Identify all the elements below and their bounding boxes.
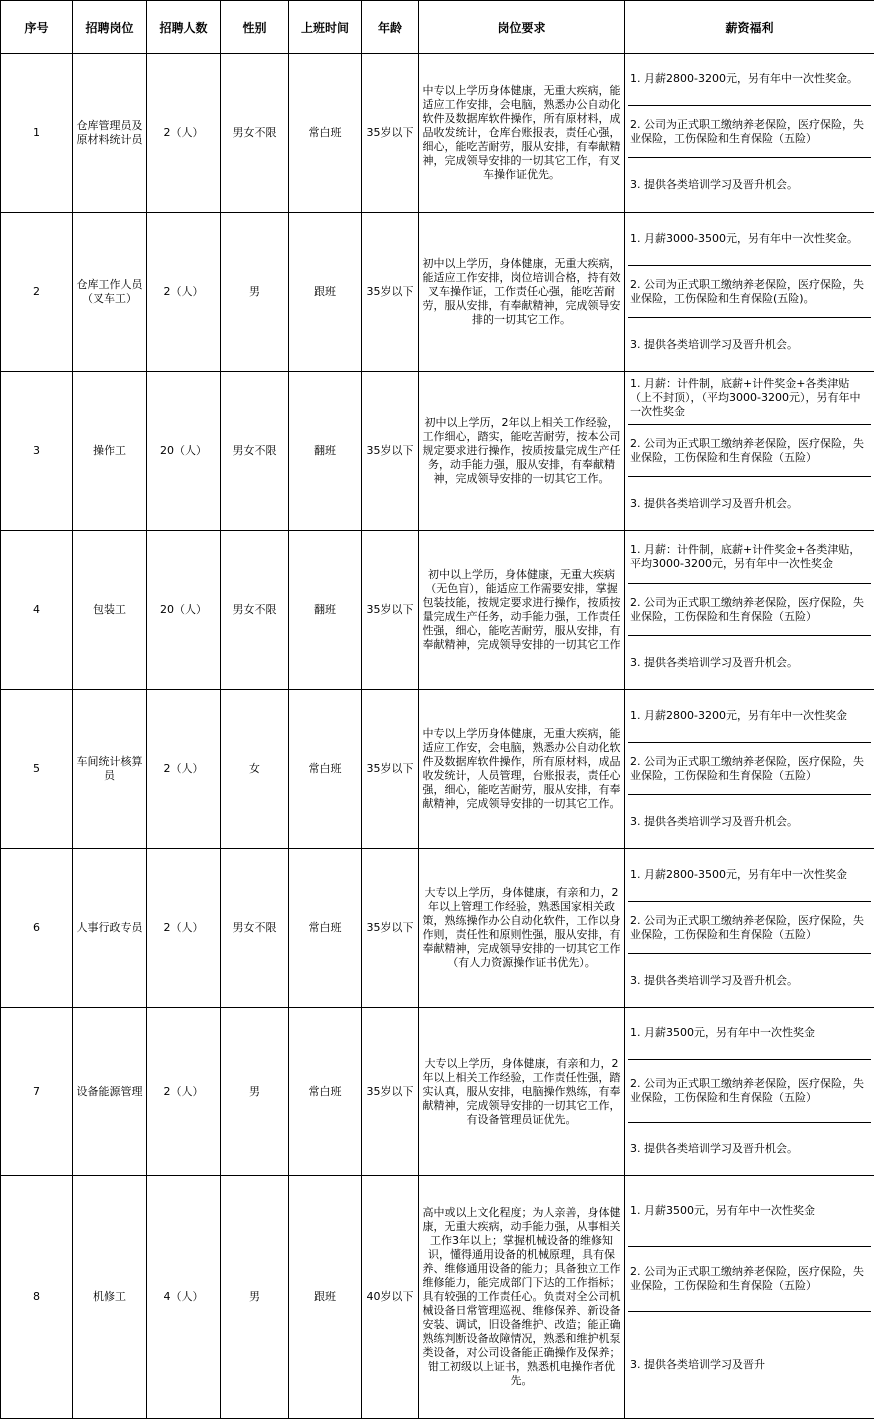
header-no: 序号	[1, 1, 73, 54]
cell-benefits	[625, 372, 874, 531]
benefit-text: 1. 月薪2800-3200元，另有年中一次性奖金	[630, 708, 847, 722]
benefit-item	[628, 266, 871, 319]
benefit-text: 3. 提供各类培训学习及晋升机会。	[630, 496, 798, 510]
cell-gender: 女	[221, 690, 289, 849]
benefit-text: 2. 公司为正式职工缴纳养老保险，医疗保险，失业保险，工伤保险和生育保险（五险）	[630, 436, 864, 464]
benefit-text: 1. 月薪3500元，另有年中一次性奖金	[630, 1203, 815, 1217]
cell-age: 35岁以下	[362, 849, 419, 1008]
benefit-text: 2. 公司为正式职工缴纳养老保险，医疗保险，失业保险，工伤保险和生育保险（五险）	[630, 913, 864, 941]
cell-shift: 常白班	[289, 54, 362, 213]
cell-gender: 男女不限	[221, 372, 289, 531]
cell-count: 2（人）	[147, 1008, 221, 1176]
benefit-text: 3. 提供各类培训学习及晋升机会。	[630, 1142, 798, 1156]
benefit-item	[628, 54, 871, 106]
cell-no: 8	[1, 1176, 73, 1419]
cell-gender: 男	[221, 1008, 289, 1176]
benefit-text: 1. 月薪3000-3500元，另有年中一次性奖金。	[630, 231, 858, 245]
benefit-item	[628, 531, 871, 584]
benefit-item	[628, 849, 871, 902]
benefit-item	[628, 1247, 871, 1313]
benefit-text: 1. 月薪3500元，另有年中一次性奖金	[630, 1026, 815, 1040]
benefit-text: 3. 提供各类培训学习及晋升机会。	[630, 973, 798, 987]
cell-position: 机修工	[73, 1176, 147, 1419]
cell-no: 7	[1, 1008, 73, 1176]
benefit-item	[628, 690, 871, 743]
cell-count: 2（人）	[147, 690, 221, 849]
header-requirements: 岗位要求	[419, 1, 625, 54]
cell-shift: 翻班	[289, 531, 362, 690]
benefit-item	[628, 213, 871, 266]
table-row	[1, 213, 874, 372]
cell-requirements: 初中以上学历，2年以上相关工作经验，工作细心，踏实，能吃苦耐劳，按本公司规定要求进行操作，按质按量完成生产任务，动手能力强，服从安排，有奉献精神，完成领导安排的一切其它工作。	[419, 372, 625, 531]
benefit-text: 1. 月薪：计件制，底薪+计件奖金+各类津贴，平均3000-3200元，另有年中一次性奖金	[630, 542, 861, 570]
cell-shift: 常白班	[289, 690, 362, 849]
cell-requirements: 中专以上学历身体健康，无重大疾病，能适应工作安，会电脑，熟悉办公自动化软件及数据库软件操作，所有原材料，成品收发统计，人员管理，台账报表，责任心强，细心，能吃苦耐劳，服从安排，有奉献精神，完成领导安排的一切其它工作。	[419, 690, 625, 849]
benefit-item	[628, 584, 871, 637]
benefit-text: 1. 月薪2800-3500元，另有年中一次性奖金	[630, 867, 847, 881]
cell-no: 4	[1, 531, 73, 690]
cell-gender: 男	[221, 213, 289, 372]
cell-age: 35岁以下	[362, 531, 419, 690]
table-row	[1, 1176, 874, 1419]
benefit-item	[628, 1060, 871, 1124]
benefit-item	[628, 1008, 871, 1060]
cell-requirements: 高中或以上文化程度；为人亲善，身体健康，无重大疾病，动手能力强，从事相关工作3年以上；掌握机械设备的维修知识，懂得通用设备的机械原理，具有保养、维修通用设备的能力；具备独立工作维修能力，能完成部门下达的工作指标；具有较强的工作责任心。负责对全公司机械设备日常管理巡视、维修保养、新设备安装、调试，旧设备维护、改造；能正确熟练判断设备故障情况，熟悉和维护机泵类设备，对公司设备能正确操作及保养；钳工初级以上证书，熟悉机电操作者优先。	[419, 1176, 625, 1419]
benefit-item	[628, 795, 871, 848]
benefit-item	[628, 1312, 871, 1418]
benefit-item	[628, 372, 871, 425]
cell-benefits	[625, 1176, 874, 1419]
table-row	[1, 54, 874, 213]
cell-gender: 男女不限	[221, 54, 289, 213]
cell-no: 6	[1, 849, 73, 1008]
header-count: 招聘人数	[147, 1, 221, 54]
benefit-item	[628, 1176, 871, 1247]
benefit-text: 3. 提供各类培训学习及晋升机会。	[630, 655, 798, 669]
benefit-text: 3. 提供各类培训学习及晋升机会。	[630, 337, 798, 351]
cell-count: 20（人）	[147, 372, 221, 531]
benefit-text: 2. 公司为正式职工缴纳养老保险，医疗保险，失业保险，工伤保险和生育保险（五险）	[630, 117, 864, 145]
cell-count: 2（人）	[147, 849, 221, 1008]
header-position: 招聘岗位	[73, 1, 147, 54]
cell-no: 5	[1, 690, 73, 849]
cell-position: 操作工	[73, 372, 147, 531]
header-gender: 性别	[221, 1, 289, 54]
cell-age: 35岁以下	[362, 54, 419, 213]
cell-shift: 常白班	[289, 849, 362, 1008]
table-row	[1, 849, 874, 1008]
benefit-item	[628, 318, 871, 371]
cell-benefits	[625, 531, 874, 690]
benefit-item	[628, 425, 871, 478]
benefit-text: 2. 公司为正式职工缴纳养老保险，医疗保险，失业保险，工伤保险和生育保险(五险)。	[630, 277, 864, 305]
table-row	[1, 690, 874, 849]
benefit-item	[628, 1123, 871, 1175]
cell-count: 20（人）	[147, 531, 221, 690]
cell-position: 仓库工作人员（叉车工）	[73, 213, 147, 372]
cell-requirements: 初中以上学历，身体健康，无重大疾病，能适应工作安排，岗位培训合格，持有效叉车操作证，工作责任心强，能吃苦耐劳，服从安排，有奉献精神，完成领导安排的一切其它工作。	[419, 213, 625, 372]
benefit-item	[628, 954, 871, 1007]
benefit-item	[628, 902, 871, 955]
benefit-item	[628, 106, 871, 159]
benefit-text: 2. 公司为正式职工缴纳养老保险，医疗保险，失业保险，工伤保险和生育保险（五险）	[630, 754, 864, 782]
cell-no: 2	[1, 213, 73, 372]
cell-age: 35岁以下	[362, 213, 419, 372]
cell-gender: 男女不限	[221, 849, 289, 1008]
header-shift: 上班时间	[289, 1, 362, 54]
cell-position: 车间统计核算员	[73, 690, 147, 849]
benefit-text: 2. 公司为正式职工缴纳养老保险，医疗保险，失业保险，工伤保险和生育保险（五险）	[630, 595, 864, 623]
cell-count: 2（人）	[147, 213, 221, 372]
table-row	[1, 531, 874, 690]
cell-position: 设备能源管理	[73, 1008, 147, 1176]
cell-benefits	[625, 54, 874, 213]
header-benefits: 薪资福利	[625, 1, 874, 54]
benefit-text: 3. 提供各类培训学习及晋升机会。	[630, 178, 798, 192]
cell-requirements: 中专以上学历身体健康，无重大疾病，能适应工作安排，会电脑，熟悉办公自动化软件及数据库软件操作，所有原材料，成品收发统计，仓库台账报表，责任心强，细心，能吃苦耐劳，服从安排，有奉献精神，完成领导安排的一切其它工作，有叉车操作证优先。	[419, 54, 625, 213]
benefit-item	[628, 158, 871, 212]
cell-age: 40岁以下	[362, 1176, 419, 1419]
cell-shift: 常白班	[289, 1008, 362, 1176]
table-row	[1, 372, 874, 531]
header-row	[1, 1, 874, 54]
cell-no: 3	[1, 372, 73, 531]
cell-benefits	[625, 1008, 874, 1176]
cell-position: 人事行政专员	[73, 849, 147, 1008]
table-row	[1, 1008, 874, 1176]
benefit-text: 1. 月薪：计件制，底薪+计件奖金+各类津贴（上不封顶），（平均3000-3200元），另有年中一次性奖金	[630, 376, 861, 418]
cell-benefits	[625, 849, 874, 1008]
cell-benefits	[625, 213, 874, 372]
cell-benefits	[625, 690, 874, 849]
benefit-text: 2. 公司为正式职工缴纳养老保险，医疗保险，失业保险，工伤保险和生育保险（五险）	[630, 1265, 864, 1293]
benefit-text: 3. 提供各类培训学习及晋升机会。	[630, 814, 798, 828]
benefit-text: 2. 公司为正式职工缴纳养老保险，医疗保险，失业保险，工伤保险和生育保险（五险）	[630, 1077, 864, 1104]
cell-shift: 跟班	[289, 213, 362, 372]
benefit-item	[628, 477, 871, 530]
cell-count: 2（人）	[147, 54, 221, 213]
benefit-item	[628, 743, 871, 796]
cell-shift: 翻班	[289, 372, 362, 531]
cell-count: 4（人）	[147, 1176, 221, 1419]
cell-requirements: 大专以上学历，身体健康，有亲和力，2年以上相关工作经验，工作责任性强，踏实认真，服从安排，电脑操作熟练，有奉献精神，完成领导安排的一切其它工作，有设备管理员证优先。	[419, 1008, 625, 1176]
cell-shift: 跟班	[289, 1176, 362, 1419]
cell-no: 1	[1, 54, 73, 213]
cell-gender: 男	[221, 1176, 289, 1419]
cell-age: 35岁以下	[362, 1008, 419, 1176]
cell-age: 35岁以下	[362, 372, 419, 531]
benefit-text: 3. 提供各类培训学习及晋升	[630, 1358, 765, 1372]
cell-age: 35岁以下	[362, 690, 419, 849]
cell-requirements: 大专以上学历，身体健康，有亲和力，2年以上管理工作经验，熟悉国家相关政策，熟练操作办公自动化软件，工作以身作则，责任性和原则性强，服从安排，有奉献精神，完成领导安排的一切其它工作（有人力资源操作证书优先）。	[419, 849, 625, 1008]
header-age: 年龄	[362, 1, 419, 54]
cell-requirements: 初中以上学历，身体健康，无重大疾病（无色盲），能适应工作需要安排，掌握包装技能，按规定要求进行操作，按质按量完成生产任务，动手能力强，工作责任性强，细心，能吃苦耐劳，服从安排，有奉献精神，完成领导安排的一切其它工作	[419, 531, 625, 690]
cell-position: 仓库管理员及原材料统计员	[73, 54, 147, 213]
cell-gender: 男女不限	[221, 531, 289, 690]
benefit-item	[628, 636, 871, 689]
cell-position: 包装工	[73, 531, 147, 690]
benefit-text: 1. 月薪2800-3200元，另有年中一次性奖金。	[630, 72, 858, 86]
